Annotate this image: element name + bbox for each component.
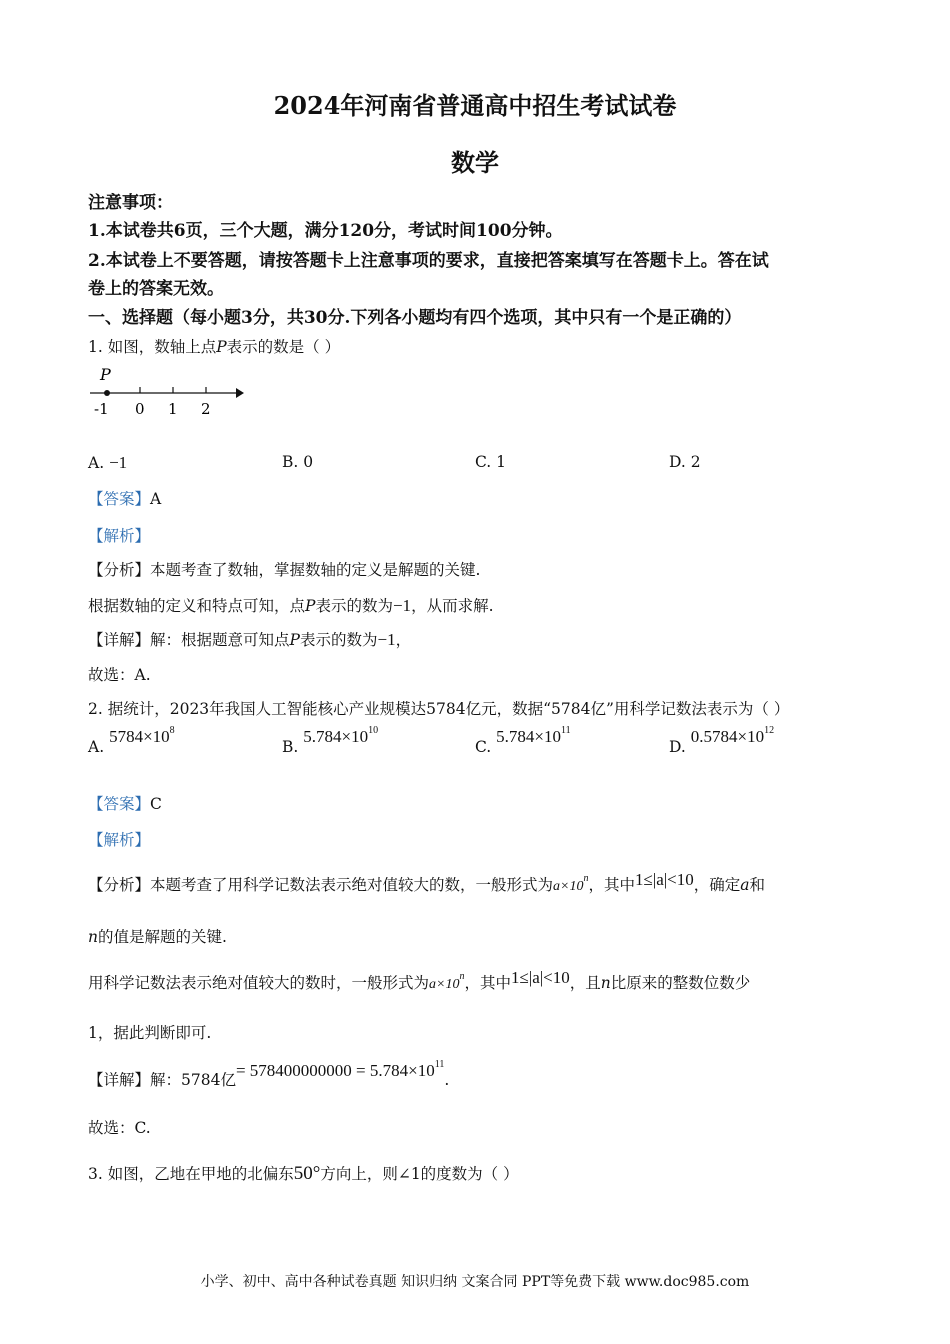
q2-fenxi-mid: ，其中 [588,876,635,894]
tick-label-neg1: -1 [94,400,109,418]
q2-option-d-label: D. [669,738,686,756]
q2-analysis-line-4: 1，据此判断即可. [88,1024,212,1042]
q2-option-d-exp: 12 [764,725,775,736]
tick-label-0: 0 [135,400,145,418]
q2-and: 和 [749,876,766,894]
q1-option-a-value: −1 [109,453,128,472]
q2-option-c-label: C. [475,738,492,756]
number-line-figure [86,360,256,420]
q2-line3-mid: ，其中 [464,974,511,992]
q2-var-a: a [740,876,750,894]
q2-analysis-tag: 【解析】 [88,831,151,849]
q3-angle: 50° [293,1163,321,1184]
q1-option-b: B. 0 [282,453,314,471]
q1-fenxi-tag: 【分析】 [88,561,151,579]
q2-option-c-exp: 11 [561,725,571,736]
q1-stem-var: P [216,338,227,356]
q2-stem: 2. 据统计，2023年我国人工智能核心产业规模达5784亿元，数据“5784亿”用科学记数法表示为（ ） [88,700,790,718]
q2-fenxi-line-2 [88,925,227,947]
q1-detail-var: P [289,631,300,649]
q2-detail-exp: 11 [434,1059,445,1070]
page-title: 2024年河南省普通高中招生考试试卷 [273,91,677,120]
q1-answer-value: A [150,490,162,508]
point-p-dot [104,390,110,396]
q2-choose: 故选：C. [88,1119,151,1137]
q1-line2-pre: 根据数轴的定义和特点可知，点 [88,597,306,615]
q1-stem [88,335,340,357]
subject-title: 数学 [451,148,499,177]
page-footer: 小学、初中、高中各种试卷真题 知识归纳 文案合同 PPT等免费下载 www.doc985.com [200,1274,750,1290]
q2-option-a-label: A. [88,738,105,756]
q1-detail-pre: 解：根据题意可知点 [150,631,290,649]
q1-line2-var: P [305,597,316,615]
q2-option-a-base: 5784×10 [109,727,170,746]
q2-detail [88,1059,450,1090]
q1-answer-tag: 【答案】 [88,490,151,508]
q2-line3-form-exp: n [459,971,465,982]
section-heading: 一、选择题（每小题3分，共30分.下列各小题均有四个选项，其中只有一个是正确的） [88,308,742,328]
q3-stem-pre: 3. 如图，乙地在甲地的北偏东 [88,1165,294,1183]
q2-option-d-base: 0.5784×10 [690,727,765,746]
q1-detail-value: −1 [377,630,396,649]
q2-option-b [282,725,379,757]
q2-option-b-base: 5.784×10 [303,727,369,746]
q3-stem [88,1162,519,1185]
q2-detail-tag: 【详解】 [88,1071,151,1089]
q2-detail-pre: 解：5784亿 [150,1071,236,1089]
q2-fenxi [88,870,766,895]
q1-stem-pre: 1. 如图，数轴上点 [88,338,217,356]
q1-analysis-line [88,594,494,616]
q1-option-a-label: A. [88,454,105,472]
q1-choose: 故选：A. [88,666,151,684]
q2-line3-pre: 用科学记数法表示绝对值较大的数时，一般形式为 [88,974,430,992]
point-p-label: P [100,365,111,384]
q2-answer [88,792,162,814]
q2-answer-tag: 【答案】 [88,795,151,813]
q2-option-a [88,725,175,757]
notice-heading: 注意事项： [88,193,173,213]
q1-answer [88,487,161,509]
q2-form-exp: n [583,873,589,884]
q2-line3-post: ，且 [569,974,601,992]
q2-line3-var-n: n [600,974,611,992]
notice-item-1: 1.本试卷共6页，三个大题，满分120分，考试时间100分钟。 [88,221,563,241]
q1-detail-tag: 【详解】 [88,631,151,649]
q2-condition: 1≤|a|<10 [635,870,694,889]
q2-option-d [669,725,775,757]
q2-var-n: n [88,928,98,946]
q3-stem-post: 方向上，则∠1的度数为（ ） [320,1165,519,1183]
q1-option-d: D. 2 [669,453,701,471]
q2-option-b-label: B. [282,738,299,756]
q1-option-a [88,453,127,473]
q1-line2-post: ，从而求解. [411,597,494,615]
q1-line2-value: −1 [392,596,412,615]
q2-answer-value: C [150,795,162,813]
tick-label-1: 1 [168,400,178,418]
q1-detail-mid: 表示的数为 [299,631,378,649]
q1-fenxi [88,558,480,580]
q2-detail-equation: = 578400000000 = 5.784×10 [235,1061,435,1080]
number-line-arrow [236,388,244,398]
q2-detail-post: . [444,1071,450,1089]
q1-fenxi-text: 本题考查了数轴，掌握数轴的定义是解题的关键. [150,561,481,579]
q2-fenxi-post: ，确定 [693,876,741,894]
q2-analysis-line-3 [88,968,751,993]
q2-form-base: a×10 [553,879,584,894]
q2-line3-condition: 1≤|a|<10 [510,968,570,987]
q2-option-c-base: 5.784×10 [496,727,562,746]
q2-fenxi-tag: 【分析】 [88,876,151,894]
q1-analysis-tag: 【解析】 [88,527,151,545]
q2-line3-tail: 比原来的整数位数少 [610,974,751,992]
q2-line3-form-base: a×10 [429,977,460,992]
q2-option-a-exp: 8 [169,725,175,736]
q2-fenxi-line2-text: 的值是解题的关键. [97,928,227,946]
q1-option-c: C. 1 [475,453,507,471]
q1-stem-post: 表示的数是（ ） [226,338,341,356]
q2-fenxi-pre: 本题考查了用科学记数法表示绝对值较大的数，一般形式为 [150,876,554,894]
q2-option-b-exp: 10 [368,725,379,736]
notice-item-2-line-1: 2.本试卷上不要答题，请按答题卡上注意事项的要求，直接把答案填写在答题卡上。答在试 [88,251,769,271]
q1-line2-mid: 表示的数为 [315,597,393,615]
tick-label-2: 2 [201,400,211,418]
q2-option-c [475,725,571,757]
q1-detail [88,628,411,650]
q1-detail-post: ， [395,631,412,649]
notice-item-2-line-2: 卷上的答案无效。 [88,279,224,299]
